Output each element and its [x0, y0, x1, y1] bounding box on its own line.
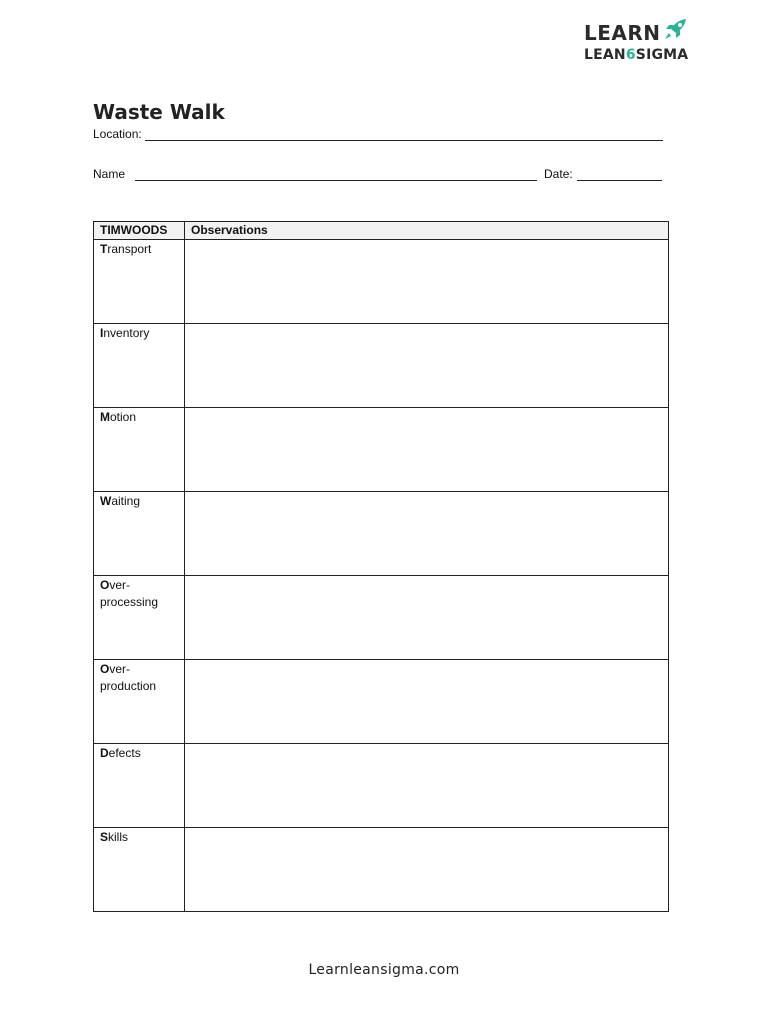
- observation-cell[interactable]: [185, 492, 669, 576]
- table-header-row: [94, 222, 669, 240]
- table-row: [94, 492, 669, 576]
- waste-category-transport: Transport: [94, 240, 185, 324]
- logo-line2: LEAN6SIGMA: [584, 47, 689, 63]
- table-row: [94, 408, 669, 492]
- waste-category-over-processing: Over-processing: [94, 576, 185, 660]
- name-field[interactable]: [135, 167, 537, 181]
- table-row: [94, 828, 669, 912]
- waste-category-skills: Skills: [94, 828, 185, 912]
- table-row: [94, 576, 669, 660]
- name-label: Name: [93, 167, 126, 181]
- location-label: Location:: [93, 127, 142, 141]
- observation-cell[interactable]: [185, 240, 669, 324]
- waste-category-motion: Motion: [94, 408, 185, 492]
- location-field[interactable]: [145, 127, 663, 141]
- observation-cell[interactable]: [185, 744, 669, 828]
- table-row: [94, 744, 669, 828]
- observation-cell[interactable]: [185, 576, 669, 660]
- rocket-icon: [662, 18, 688, 42]
- observation-cell[interactable]: [185, 408, 669, 492]
- name-date-row: [93, 167, 662, 181]
- observation-cell[interactable]: [185, 324, 669, 408]
- waste-category-waiting: Waiting: [94, 492, 185, 576]
- date-field[interactable]: [577, 167, 662, 181]
- table-row: [94, 324, 669, 408]
- page-title: Waste Walk: [93, 100, 225, 124]
- waste-category-inventory: Inventory: [94, 324, 185, 408]
- waste-category-over-production: Over-production: [94, 660, 185, 744]
- observation-cell[interactable]: [185, 828, 669, 912]
- table-row: [94, 660, 669, 744]
- footer-website: Learnleansigma.com: [308, 962, 460, 978]
- date-label: Date:: [544, 167, 573, 181]
- column-header-timwoods: TIMWOODS: [94, 222, 185, 240]
- location-row: [93, 127, 663, 141]
- table-row: [94, 240, 669, 324]
- logo-line1: LEARN: [584, 21, 661, 45]
- waste-category-defects: Defects: [94, 744, 185, 828]
- brand-logo: [584, 18, 694, 66]
- timwoods-table: [93, 221, 669, 912]
- column-header-observations: Observations: [185, 222, 669, 240]
- observation-cell[interactable]: [185, 660, 669, 744]
